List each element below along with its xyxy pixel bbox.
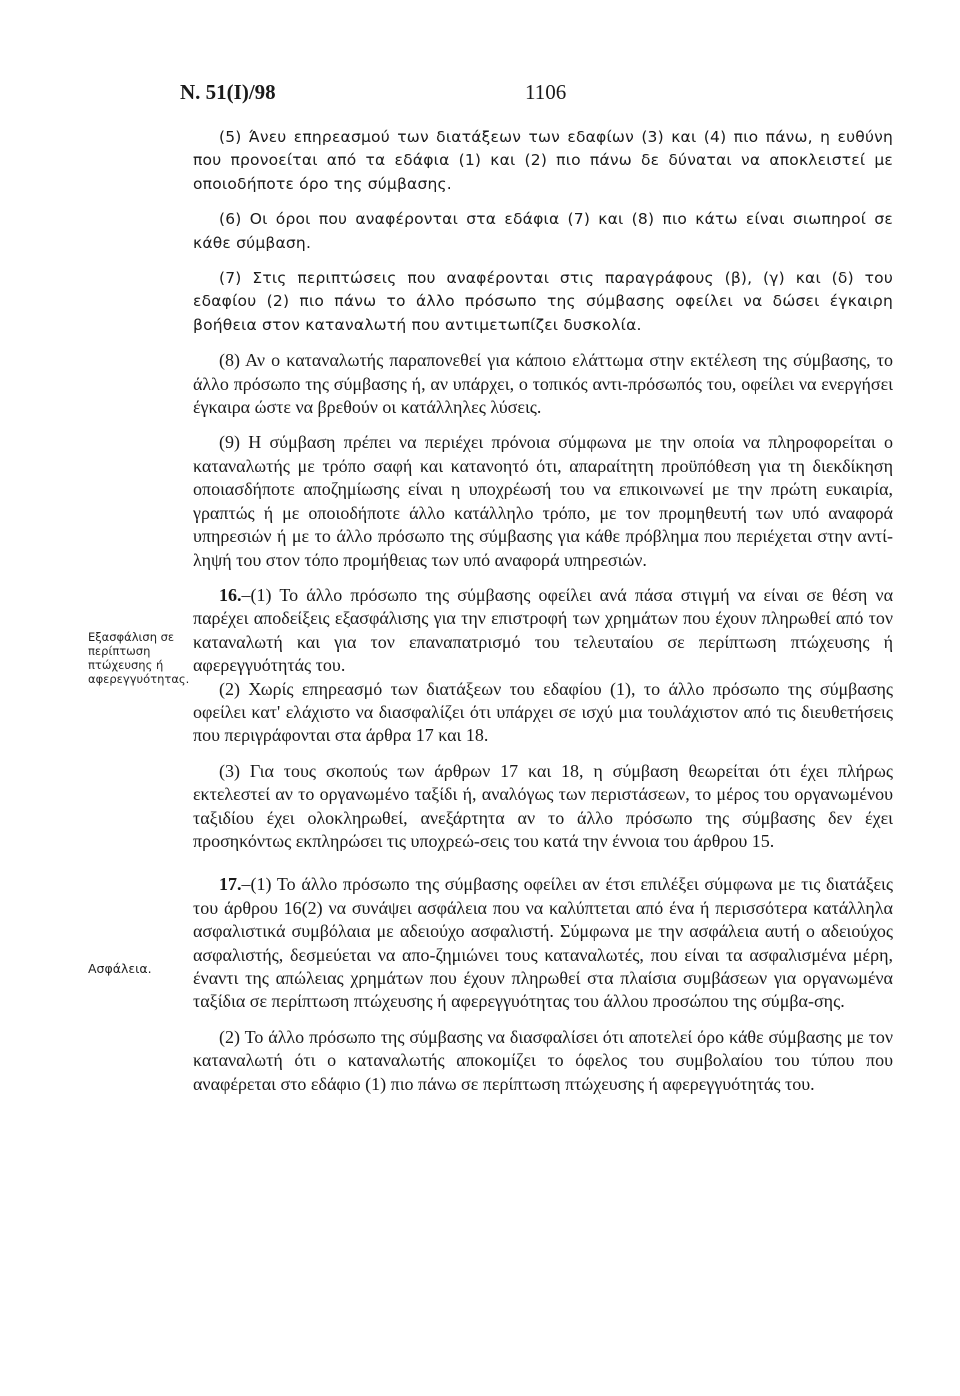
- paragraph-8: (8) Αν ο καταναλωτής παραπονεθεί για κάποιο ελάττωμα στην εκτέλεση της σύμβασης, το άλλο πρόσωπο της σύμβασης ή, αν υπάρχει, ο τοπικός αντι-πρόσωπός του, οφείλει να ενεργήσει έγκαιρα ώστε να βρεθούν οι κατάλληλες λύσεις.: [193, 350, 893, 418]
- article-17-paragraph-1-text: –(1) Το άλλο πρόσωπο της σύμβασης οφείλει αν έτσι επιλέξει σύμφωνα με τις διατάξεις του άρθρου 16(2) να συνάψει ασφάλεια που να καλύπτεται από ένα ή περισσότερα κατάλληλα ασφαλιστικά συμβόλαια με αδειούχο ασφαλιστή. Σύμφωνα με την ασφάλεια αυτή ο αδειούχος ασφαλιστής, δεσμεύεται να απο-ζημιώνει τους καταναλωτές, που είναι τα ασφαλισμένα μέρη, έναντι της απώλειας χρημάτων που έχουν πληρωθεί στα πλαίσια συμβάσεων για οργανωμένα ταξίδια σε περίπτωση πτώχευσης ή αφερεγγυότητας του άλλου προσώπου της σύμβα-σης.: [193, 874, 893, 1012]
- article-16-paragraph-3: (3) Για τους σκοπούς των άρθρων 17 και 18, η σύμβαση θεωρείται ότι έχει πλήρως εκτελεστεί αν το οργανωμένο ταξίδι ή, αναλόγως των περιστάσεων, το μέρος του οργανωμένου ταξιδίου έχει ολοκληρωθεί, ανεξάρτητα αν το άλλο πρόσωπο της σύμβασης δεν έχει προσηκόντως εκπληρώσει τις υποχρεώ-σεις του κατά την έννοια του άρθρου 15.: [193, 760, 893, 851]
- page-number: 1106: [525, 80, 567, 104]
- article-16-number: 16.: [219, 584, 242, 605]
- article-16-paragraph-2: (2) Χωρίς επηρεασμό των διατάξεων του εδαφίου (1), το άλλο πρόσωπο της σύμβασης οφείλει κατ' ελάχιστο να διασφαλίζει ότι υπάρχει σε ισχύ μια τουλάχιστον από τις διευθετήσεις που περιγράφονται στα άρθρα 17 και 18.: [193, 678, 893, 746]
- document-body: [193, 126, 893, 1096]
- paragraph-7: (7) Στις περιπτώσεις που αναφέρονται στις παραγράφους (β), (γ) και (δ) του εδαφίου (2) πιο πάνω το άλλο πρόσωπο της σύμβασης οφείλει να δώσει έγκαιρη βοήθεια στον καταναλωτή που αντιμετωπίζει δυσκολία.: [193, 269, 893, 334]
- article-17-paragraph-1: [193, 873, 893, 1013]
- article-17-paragraph-2: (2) Το άλλο πρόσωπο της σύμβασης να διασφαλίσει ότι αποτελεί όρο κάθε σύμβασης με τον καταναλωτή ότι ο καταναλωτής αποκομίζει το όφελος του συμβολαίου του τύπου που αναφέρεται στο εδάφιο (1) πιο πάνω σε περίπτωση πτώχευσης ή αφερεγγυότητάς του.: [193, 1026, 893, 1094]
- paragraph-5: (5) Άνευ επηρεασμού των διατάξεων των εδαφίων (3) και (4) πιο πάνω, η ευθύνη που προνοείται από τα εδάφια (1) και (2) πιο πάνω δε δύναται να αποκλειστεί με οποιοδήποτε όρο της σύμβασης.: [193, 128, 893, 193]
- law-number: N. 51(I)/98: [180, 80, 276, 104]
- article-16-paragraph-1-text: –(1) Το άλλο πρόσωπο της σύμβασης οφείλει ανά πάσα στιγμή να είναι σε θέση να παρέχει αποδείξεις εξασφάλισης για την επιστροφή των χρημάτων που έχουν πληρωθεί από τον καταναλωτή και για τον επαναπατρισμό του τελευταίου σε περίπτωση πτώχευσης ή αφερεγγυότητάς του.: [193, 584, 893, 676]
- margin-note-article-16: Εξασφάλιση σε περίπτωση πτώχευσης ή αφερεγγυότητας.: [88, 630, 190, 686]
- article-17-number: 17.: [219, 874, 242, 895]
- paragraph-6: (6) Οι όροι που αναφέρονται στα εδάφια (7) και (8) πιο κάτω είναι σιωπηροί σε κάθε σύμβαση.: [193, 210, 893, 252]
- paragraph-9: (9) Η σύμβαση πρέπει να περιέχει πρόνοια σύμφωνα με την οποία να πληροφορείται ο καταναλωτής με τρόπο σαφή και κατανοητό ότι, απαραίτητη προϋπόθεση για τη διεκδίκηση οποιασδήποτε αποζημίωσης είναι η υποχρέωσή του να επικοινωνεί με την πρώτη ευκαιρία, γραπτώς ή με οποιοδήποτε άλλο κατάλληλο τρόπο, με τον προμηθευτή των υπό αναφορά υπηρεσιών ή με το άλλο πρόσωπο της σύμβασης για κάθε πρόβλημα που περιέχεται στην αντί-ληψή του στον τόπο προμήθειας των υπό αναφορά υπηρεσιών.: [193, 432, 893, 570]
- article-16-paragraph-1: [193, 584, 893, 678]
- page-header: [180, 80, 740, 110]
- margin-note-article-17: Ασφάλεια.: [88, 961, 152, 976]
